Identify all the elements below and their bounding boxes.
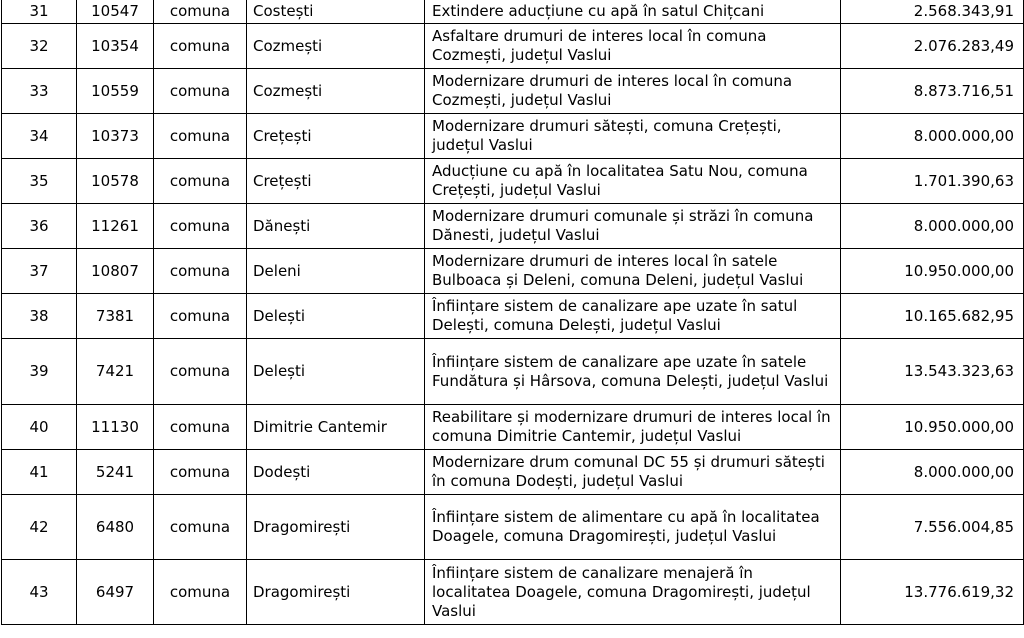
unit-type: comuna (154, 249, 247, 294)
project-description: Modernizare drumuri de interes local în comuna Cozmești, județul Vaslui (425, 69, 841, 114)
locality: Costești (247, 0, 425, 24)
row-number: 38 (2, 294, 77, 339)
row-number: 43 (2, 560, 77, 625)
amount: 8.000.000,00 (841, 204, 1024, 249)
project-id: 11261 (77, 204, 154, 249)
amount: 7.556.004,85 (841, 495, 1024, 560)
project-id: 10559 (77, 69, 154, 114)
row-number: 32 (2, 24, 77, 69)
row-number: 35 (2, 159, 77, 204)
locality: Cozmești (247, 24, 425, 69)
amount: 8.000.000,00 (841, 450, 1024, 495)
amount: 2.568.343,91 (841, 0, 1024, 24)
unit-type: comuna (154, 405, 247, 450)
row-number: 36 (2, 204, 77, 249)
project-description: Înființare sistem de canalizare ape uzate în satul Delești, comuna Delești, județul Vaslui (425, 294, 841, 339)
unit-type: comuna (154, 69, 247, 114)
unit-type: comuna (154, 339, 247, 405)
table-row (2, 405, 1024, 450)
row-number: 37 (2, 249, 77, 294)
locality: Dragomirești (247, 560, 425, 625)
locality: Delești (247, 294, 425, 339)
project-description: Aducțiune cu apă în localitatea Satu Nou, comuna Crețești, județul Vaslui (425, 159, 841, 204)
unit-type: comuna (154, 204, 247, 249)
table-row (2, 495, 1024, 560)
amount: 8.000.000,00 (841, 114, 1024, 159)
amount: 13.776.619,32 (841, 560, 1024, 625)
project-id: 10578 (77, 159, 154, 204)
unit-type: comuna (154, 450, 247, 495)
project-id: 10807 (77, 249, 154, 294)
project-id: 5241 (77, 450, 154, 495)
amount: 2.076.283,49 (841, 24, 1024, 69)
locality: Cozmești (247, 69, 425, 114)
table-row (2, 450, 1024, 495)
locality: Dragomirești (247, 495, 425, 560)
unit-type: comuna (154, 24, 247, 69)
unit-type: comuna (154, 0, 247, 24)
table-row (2, 159, 1024, 204)
unit-type: comuna (154, 159, 247, 204)
locality: Crețești (247, 114, 425, 159)
amount: 13.543.323,63 (841, 339, 1024, 405)
row-number: 39 (2, 339, 77, 405)
unit-type: comuna (154, 560, 247, 625)
project-id: 11130 (77, 405, 154, 450)
project-description: Modernizare drumuri de interes local în satele Bulboaca și Deleni, comuna Deleni, județul Vaslui (425, 249, 841, 294)
project-description: Reabilitare și modernizare drumuri de interes local în comuna Dimitrie Cantemir, județul Vaslui (425, 405, 841, 450)
project-id: 10547 (77, 0, 154, 24)
unit-type: comuna (154, 294, 247, 339)
table-row (2, 249, 1024, 294)
table-row (2, 24, 1024, 69)
table-row (2, 69, 1024, 114)
project-description: Modernizare drumuri sătești, comuna Crețești, județul Vaslui (425, 114, 841, 159)
amount: 10.950.000,00 (841, 249, 1024, 294)
locality: Dimitrie Cantemir (247, 405, 425, 450)
amount: 10.165.682,95 (841, 294, 1024, 339)
project-id: 6497 (77, 560, 154, 625)
table-row (2, 0, 1024, 24)
row-number: 34 (2, 114, 77, 159)
locality: Delești (247, 339, 425, 405)
row-number: 41 (2, 450, 77, 495)
row-number: 42 (2, 495, 77, 560)
table-row (2, 294, 1024, 339)
table-row (2, 204, 1024, 249)
table-row (2, 114, 1024, 159)
locality: Deleni (247, 249, 425, 294)
project-id: 10354 (77, 24, 154, 69)
project-description: Asfaltare drumuri de interes local în comuna Cozmești, județul Vaslui (425, 24, 841, 69)
unit-type: comuna (154, 495, 247, 560)
amount: 10.950.000,00 (841, 405, 1024, 450)
locality: Dodești (247, 450, 425, 495)
project-description: Modernizare drum comunal DC 55 și drumuri sătești în comuna Dodești, județul Vaslui (425, 450, 841, 495)
project-description: Înființare sistem de canalizare ape uzate în satele Fundătura și Hârsova, comuna Delești, județul Vaslui (425, 339, 841, 405)
table-row (2, 560, 1024, 625)
row-number: 33 (2, 69, 77, 114)
project-id: 7381 (77, 294, 154, 339)
row-number: 31 (2, 0, 77, 24)
project-id: 10373 (77, 114, 154, 159)
locality: Crețești (247, 159, 425, 204)
project-id: 6480 (77, 495, 154, 560)
project-description: Modernizare drumuri comunale și străzi în comuna Dănesti, județul Vaslui (425, 204, 841, 249)
project-description: Înființare sistem de canalizare menajeră în localitatea Doagele, comuna Dragomirești, județul Vaslui (425, 560, 841, 625)
row-number: 40 (2, 405, 77, 450)
amount: 8.873.716,51 (841, 69, 1024, 114)
amount: 1.701.390,63 (841, 159, 1024, 204)
project-description: Extindere aducțiune cu apă în satul Chițcani (425, 0, 841, 24)
unit-type: comuna (154, 114, 247, 159)
locality: Dănești (247, 204, 425, 249)
table-row (2, 339, 1024, 405)
project-description: Înființare sistem de alimentare cu apă în localitatea Doagele, comuna Dragomirești, județul Vaslui (425, 495, 841, 560)
projects-table (1, 0, 1024, 625)
project-id: 7421 (77, 339, 154, 405)
